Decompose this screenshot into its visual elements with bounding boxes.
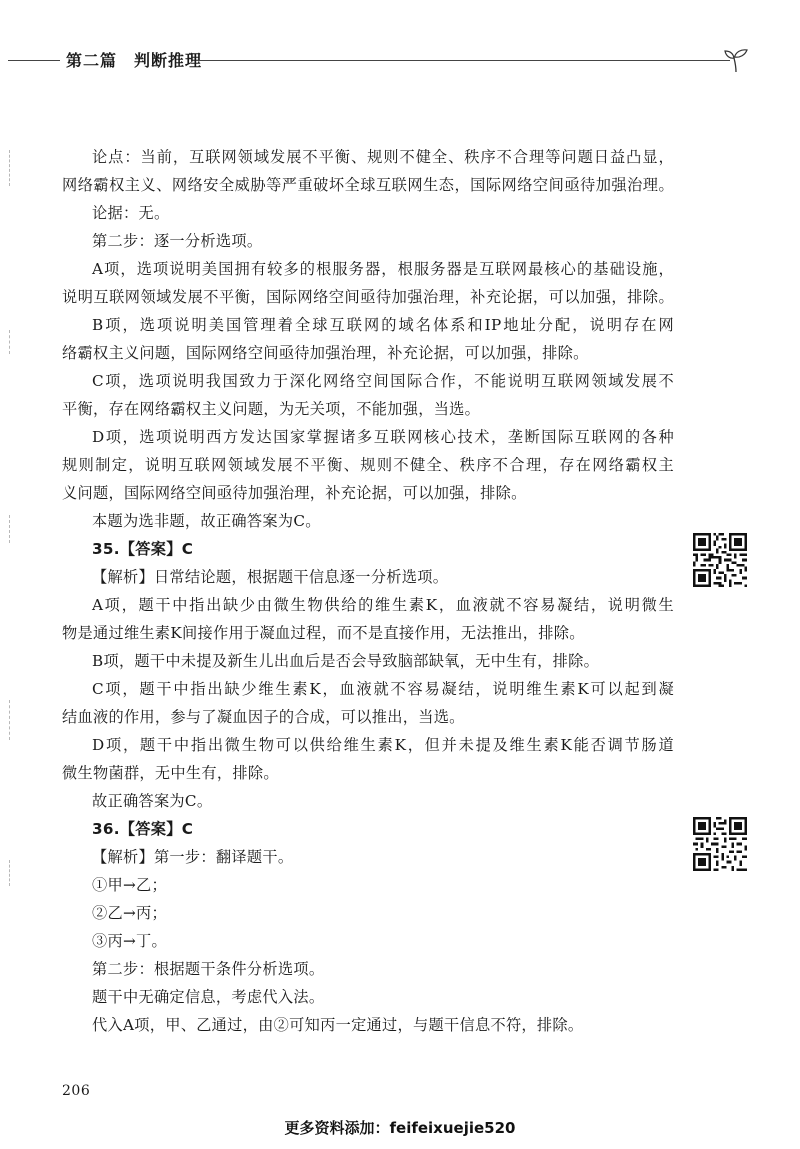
- text-line: B项，选项说明美国管理着全球互联网的域名体系和IP地址分配，说明存在网: [92, 316, 674, 334]
- text-line: 【解析】第一步：翻译题干。: [92, 848, 294, 866]
- answer-heading-36: 36.【答案】C: [92, 820, 194, 838]
- text-line: 题干中无确定信息，考虑代入法。: [92, 988, 325, 1006]
- text-line: D项，题干中指出微生物可以供给维生素K，但并未提及维生素K能否调节肠道: [92, 736, 674, 754]
- text-line: B项，题干中未提及新生儿出血后是否会导致脑部缺氧，无中生有，排除。: [92, 652, 600, 670]
- binding-mark: [9, 860, 10, 886]
- text-line: ②乙→丙；: [92, 904, 167, 922]
- binding-mark: [9, 330, 10, 354]
- page-number: 206: [62, 1083, 91, 1099]
- qr-code: [693, 533, 747, 587]
- text-line: 平衡，存在网络霸权主义问题，为无关项，不能加强，当选。: [62, 400, 481, 418]
- text-line: 【解析】日常结论题，根据题干信息逐一分析选项。: [92, 568, 449, 586]
- text-line: 说明互联网领域发展不平衡，国际网络空间亟待加强治理，补充论据，可以加强，排除。: [62, 288, 674, 306]
- page-header: [0, 46, 800, 76]
- text-line: A项，题干中指出缺少由微生物供给的维生素K，血液就不容易凝结，说明微生: [92, 596, 674, 614]
- text-line: ①甲→乙；: [92, 876, 167, 894]
- footer-note: 更多资料添加：feifeixuejie520: [284, 1119, 516, 1137]
- text-line: D项，选项说明西方发达国家掌握诸多互联网核心技术，垄断国际互联网的各种: [92, 428, 674, 446]
- text-line: C项，选项说明我国致力于深化网络空间国际合作，不能说明互联网领域发展不: [92, 372, 674, 390]
- text-line: 故正确答案为C。: [92, 792, 213, 810]
- text-line: A项，选项说明美国拥有较多的根服务器，根服务器是互联网最核心的基础设施，: [92, 260, 674, 278]
- text-line: 本题为选非题，故正确答案为C。: [92, 512, 321, 530]
- text-line: 第二步：根据题干条件分析选项。: [92, 960, 325, 978]
- sprout-icon: [722, 46, 750, 74]
- text-line: 代入A项，甲、乙通过，由②可知丙一定通过，与题干信息不符，排除。: [92, 1016, 584, 1034]
- text-line: 微生物菌群，无中生有，排除。: [62, 764, 279, 782]
- text-line: 规则制定，说明互联网领域发展不平衡、规则不健全、秩序不合理，存在网络霸权主: [62, 456, 674, 474]
- text-line: 论点：当前，互联网领域发展不平衡、规则不健全、秩序不合理等问题日益凸显，: [92, 148, 674, 166]
- text-line: 物是通过维生素K间接作用于凝血过程，而不是直接作用，无法推出，排除。: [62, 624, 585, 642]
- binding-mark: [9, 700, 10, 740]
- text-line: ③丙→丁。: [92, 932, 167, 950]
- text-line: 网络霸权主义、网络安全威胁等严重破坏全球互联网生态，国际网络空间亟待加强治理。: [62, 176, 674, 194]
- answer-heading-35: 35.【答案】C: [92, 540, 194, 558]
- header-rule-left: [8, 60, 60, 61]
- header-rule-right: [198, 60, 730, 61]
- text-line: 第二步：逐一分析选项。: [92, 232, 263, 250]
- text-line: 络霸权主义问题，国际网络空间亟待加强治理，补充论据，可以加强，排除。: [62, 344, 589, 362]
- text-line: 论据：无。: [92, 204, 170, 222]
- qr-code: [693, 817, 747, 871]
- text-line: C项，题干中指出缺少维生素K，血液就不容易凝结，说明维生素K可以起到凝: [92, 680, 674, 698]
- text-line: 义问题，国际网络空间亟待加强治理，补充论据，可以加强，排除。: [62, 484, 527, 502]
- text-line: 结血液的作用，参与了凝血因子的合成，可以推出，当选。: [62, 708, 465, 726]
- binding-mark: [9, 150, 10, 186]
- binding-mark: [9, 515, 10, 543]
- section-title: 第二篇 判断推理: [66, 51, 203, 70]
